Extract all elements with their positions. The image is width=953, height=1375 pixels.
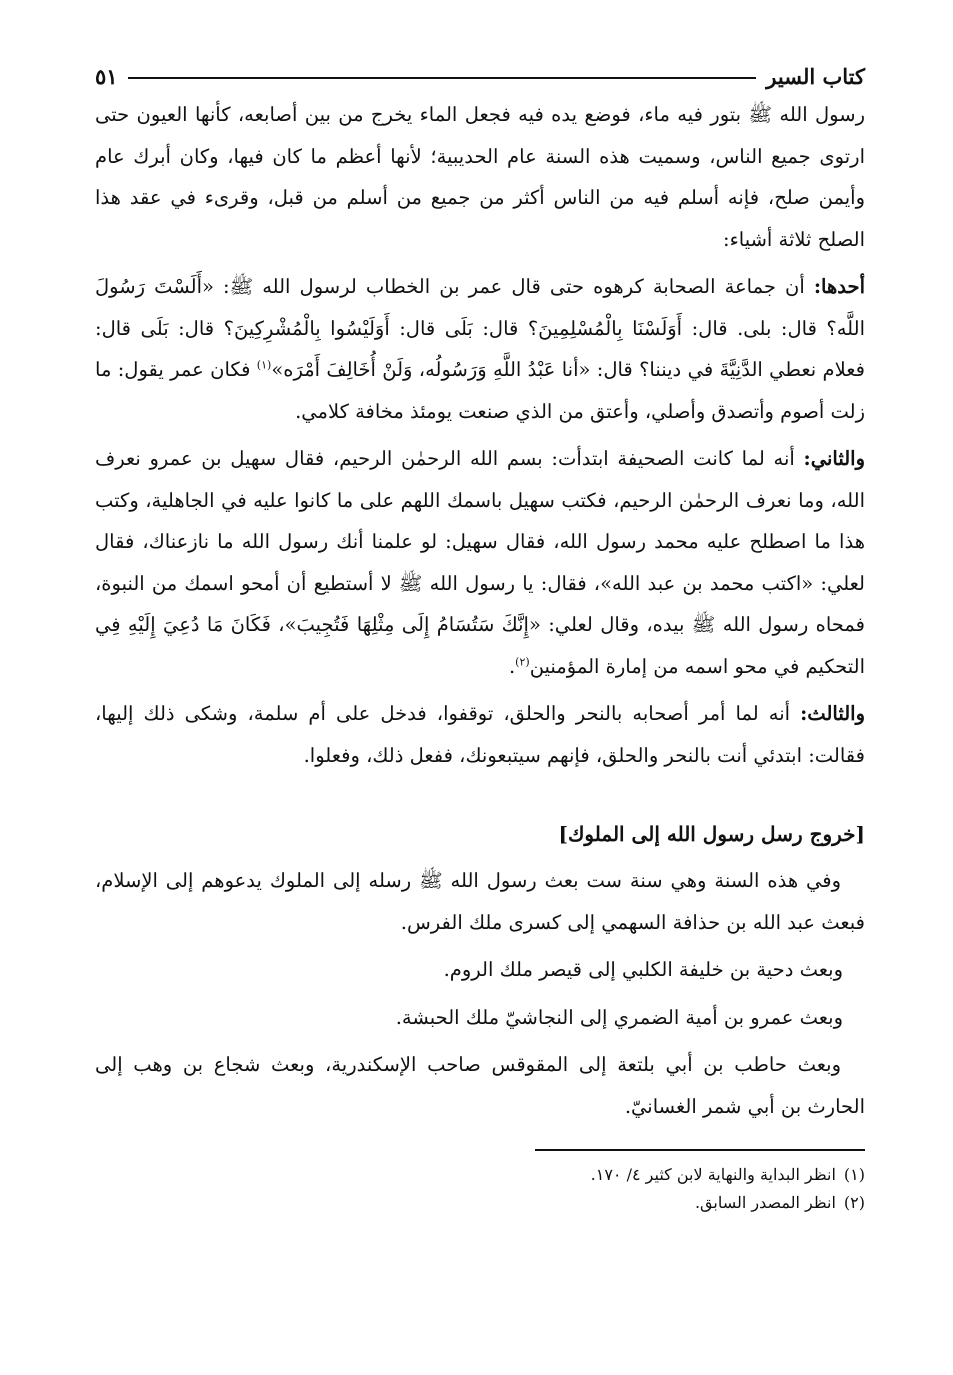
paragraph-envoys: وفي هذه السنة وهي سنة ست بعث رسول الله ﷺ رسله إلى الملوك يدعوهم إلى الإسلام، فبعث عبد الله بن حذافة السهمي إلى كسرى ملك الفرس. — [95, 869, 865, 934]
paragraph-hudaybiyah: رسول الله ﷺ بتور فيه ماء، فوضع يده فيه فجعل الماء يخرج من بين أصابعه، كأنها العيون حتى ارتوى جميع الناس، وسميت هذه السنة عام الحديبية؛ لأنها أعظم ما كان فيها، وكان أبرك عام وأيمن صلح، فإنه أسلم فيه من الناس أكثر من جميع من أسلم من قبل، وقرىء في عقد هذا الصلح ثلاثة أشياء: — [95, 103, 865, 251]
running-header — [95, 58, 865, 94]
footnote-separator — [535, 1149, 865, 1151]
second-point-text: أنه لما كانت الصحيفة ابتدأت: بسم الله الرحمٰن الرحيم، فقال سهيل بن عمرو نعرف الله، وما نعرف الرحمٰن الرحيم، فكتب سهيل باسمك اللهم على ما كانوا عليه في الجاهلية، وكتب هذا ما اصطلح عليه محمد رسول الله، فقال سهيل: لو علمنا أنك رسول الله ما نازعناك، فقال لعلي: «اكتب محمد بن عبد الله»، فقال: يا رسول الله ﷺ لا أستطيع أن أمحو اسمك من النبوة، فمحاه رسول الله ﷺ بيده، وقال لعلي: «إِنَّكَ سَتُسَامُ إِلَى مِثْلِهَا فَتُجِيبَ»، فَكَانَ مَا دُعِيَ إِلَيْهِ فِي التحكيم في محو اسمه من إمارة المؤمنين — [95, 447, 865, 678]
envoy-dihya: وبعث دحية بن خليفة الكلبي إلى قيصر ملك الروم. — [443, 958, 843, 981]
second-point-end: . — [508, 654, 516, 678]
footnote-ref-1[interactable]: (١) — [256, 358, 272, 372]
paragraph-hatib-shuja: وبعث حاطب بن أبي بلتعة إلى المقوقس صاحب الإسكندرية، وبعث شجاع بن وهب إلى الحارث بن أبي شمر الغسانيّ. — [95, 1053, 865, 1118]
footnote-1 — [95, 1161, 865, 1189]
paragraph-first-point — [95, 266, 865, 432]
first-point-text: أن جماعة الصحابة كرهوه حتى قال عمر بن الخطاب لرسول الله ﷺ: «أَلَسْتَ رَسُولَ اللَّه؟ قال: بلى. قال: أَوَلَسْنَا بِالْمُسْلِمِينَ؟ قال: بَلَى قال: أَوَلَيْسُوا بِالْمُشْرِكِينَ؟ قال: بَلَى قال: فعلام نعطي الدَّنِيَّةَ في ديننا؟ قال: «أنا عَبْدُ اللَّهِ وَرَسُولُه، وَلَنْ أُخَالِفَ أَمْرَه» — [95, 275, 865, 381]
envoy-amr: وبعث عمرو بن أمية الضمري إلى النجاشيّ ملك الحبشة. — [395, 1005, 843, 1029]
footnotes — [95, 1161, 865, 1217]
paragraph-third-point — [95, 693, 865, 776]
third-point-text: أنه لما أمر أصحابه بالنحر والحلق، توقفوا، فدخل على أم سلمة، وشكى ذلك إليها، فقالت: ابتدئي أنت بالنحر والحلق، فإنهم سيتبعونك، ففعل ذلك، وفعلوا. — [95, 702, 865, 767]
section-heading: [خروج رسل رسول الله إلى الملوك] — [558, 822, 865, 846]
footnote-ref-2[interactable]: (٢) — [515, 655, 530, 668]
main-text — [95, 94, 865, 1127]
second-point-lead: والثاني: — [803, 447, 865, 470]
first-point-lead: أحدها: — [813, 275, 865, 298]
footnote-2 — [95, 1189, 865, 1217]
footnote-2-mark: (٢) — [843, 1193, 865, 1212]
footnote-1-mark: (١) — [843, 1165, 865, 1184]
footnote-1-text: انظر البداية والنهاية لابن كثير ٤/ ١٧٠. — [590, 1165, 836, 1184]
footnote-2-text: انظر المصدر السابق. — [694, 1193, 836, 1212]
first-point-text-cont: فكان عمر يقول: ما زلت أصوم وأتصدق وأصلي، وأعتق من الذي صنعت يومئذ مخافة كلامي. — [95, 358, 865, 423]
page-number: ٥١ — [95, 63, 118, 89]
paragraph-second-point — [95, 438, 865, 687]
third-point-lead: والثالث: — [800, 702, 865, 725]
book-title: كتاب السير — [766, 63, 865, 89]
section-spacer — [95, 776, 865, 812]
book-page — [95, 58, 865, 1318]
header-rule — [128, 77, 757, 79]
